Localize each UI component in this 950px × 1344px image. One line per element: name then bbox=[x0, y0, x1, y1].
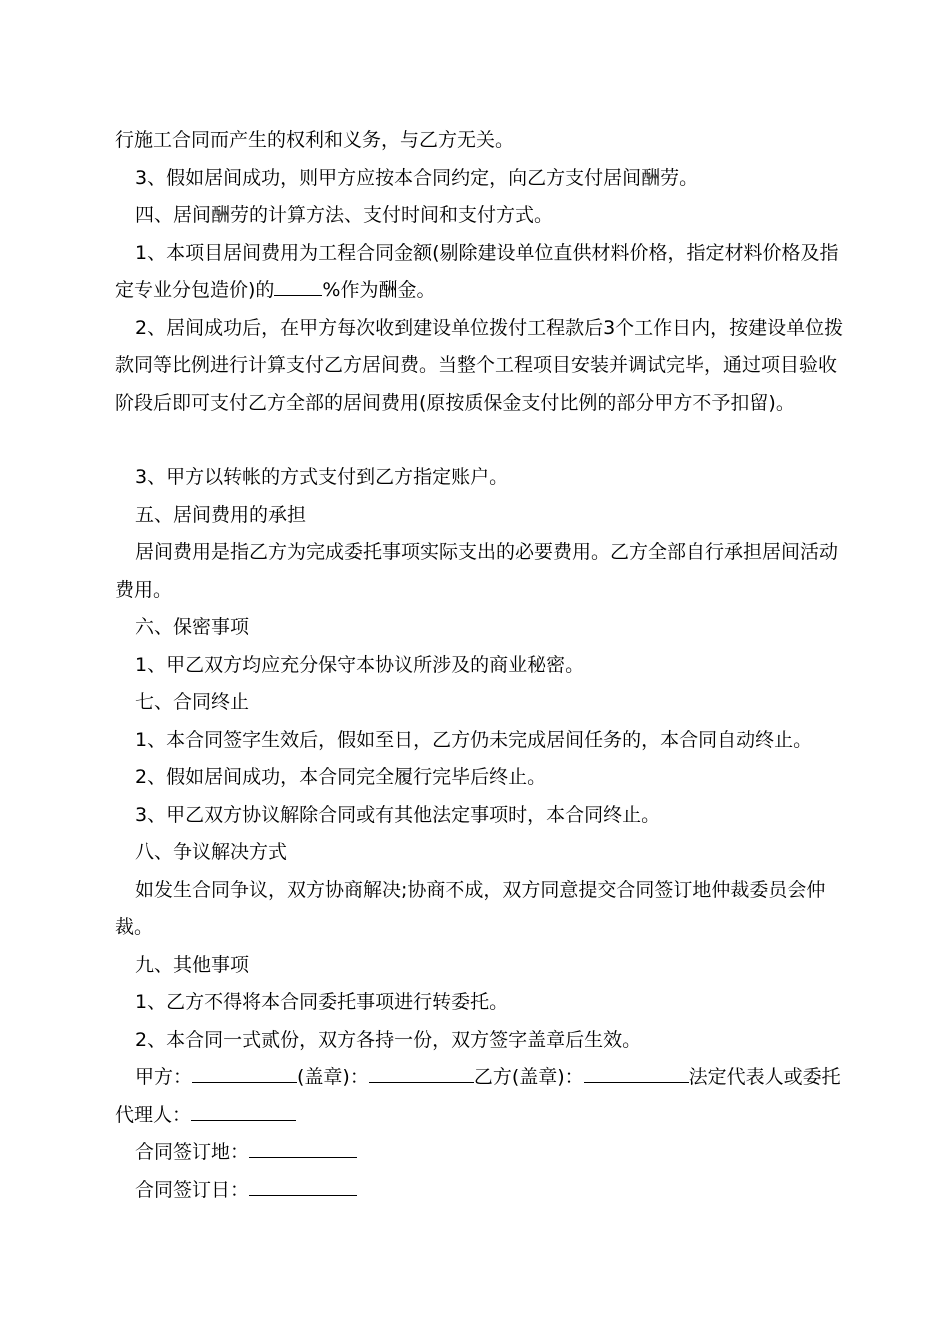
paragraph: 3、假如居间成功，则甲方应按本合同约定，向乙方支付居间酬劳。 bbox=[135, 166, 699, 189]
place-blank bbox=[249, 1139, 357, 1158]
paragraph: 1、本合同签字生效后，假如至日，乙方仍未完成居间任务的，本合同自动终止。 bbox=[135, 728, 813, 751]
paragraph: 3、甲方以转帐的方式支付到乙方指定账户。 bbox=[135, 466, 509, 488]
commission-text: 1、本项目居间费用为工程合同金额(剔除建设单位直供材料价格，指定材料价格及指定专业分包造价)的 bbox=[115, 241, 839, 301]
place-label: 合同签订地： bbox=[135, 1141, 250, 1163]
seal-a-blank bbox=[369, 1064, 474, 1083]
party-a-label: 甲方： bbox=[135, 1066, 193, 1088]
contract-body bbox=[115, 122, 845, 1209]
party-b-blank bbox=[584, 1064, 689, 1083]
date-line bbox=[115, 1172, 845, 1210]
paragraph: 2、本合同一式贰份，双方各持一份，双方签字盖章后生效。 bbox=[135, 1028, 642, 1051]
spacer bbox=[115, 422, 845, 459]
signature-line bbox=[115, 1059, 845, 1134]
section-heading: 七、合同终止 bbox=[135, 691, 250, 713]
paragraph: 1、乙方不得将本合同委托事项进行转委托。 bbox=[135, 991, 509, 1013]
party-b-label: 乙方(盖章)： bbox=[473, 1066, 584, 1088]
section-heading: 六、保密事项 bbox=[135, 616, 250, 638]
section-heading: 九、其他事项 bbox=[135, 953, 250, 976]
section-heading: 四、居间酬劳的计算方法、支付时间和支付方式。 bbox=[135, 204, 554, 226]
paragraph: 如发生合同争议，双方协商解决;协商不成，双方同意提交合同签订地仲裁委员会仲裁。 bbox=[115, 878, 826, 938]
rate-blank bbox=[274, 277, 322, 296]
section-heading: 八、争议解决方式 bbox=[135, 841, 288, 863]
paragraph: 居间费用是指乙方为完成委托事项实际支出的必要费用。乙方全部自行承担居间活动费用。 bbox=[115, 541, 839, 601]
section-heading: 五、居间费用的承担 bbox=[135, 503, 307, 526]
paragraph: 行施工合同而产生的权利和义务，与乙方无关。 bbox=[115, 129, 515, 151]
rep-blank bbox=[191, 1102, 296, 1121]
date-blank bbox=[249, 1177, 357, 1196]
date-label: 合同签订日： bbox=[135, 1178, 250, 1201]
paragraph: 3、甲乙双方协议解除合同或有其他法定事项时，本合同终止。 bbox=[135, 803, 661, 826]
party-a-blank bbox=[192, 1064, 297, 1083]
paragraph: 2、假如居间成功，本合同完全履行完毕后终止。 bbox=[135, 766, 547, 788]
paragraph: 1、甲乙双方均应充分保守本协议所涉及的商业秘密。 bbox=[135, 653, 585, 676]
seal-a-label: (盖章)： bbox=[297, 1066, 369, 1088]
paragraph-commission-rate bbox=[115, 235, 845, 310]
place-line bbox=[115, 1134, 845, 1172]
commission-suffix: %作为酬金。 bbox=[322, 279, 436, 301]
rep-label: 法定代表人或委托代理人： bbox=[115, 1066, 841, 1126]
paragraph: 2、居间成功后，在甲方每次收到建设单位拨付工程款后3个工作日内，按建设单位拨款同等比例进行计算支付乙方居间费。当整个工程项目安装并调试完毕，通过项目验收阶段后即可支付乙方全部的居间费用(原按质保金支付比例的部分甲方不予扣留)。 bbox=[115, 316, 844, 414]
